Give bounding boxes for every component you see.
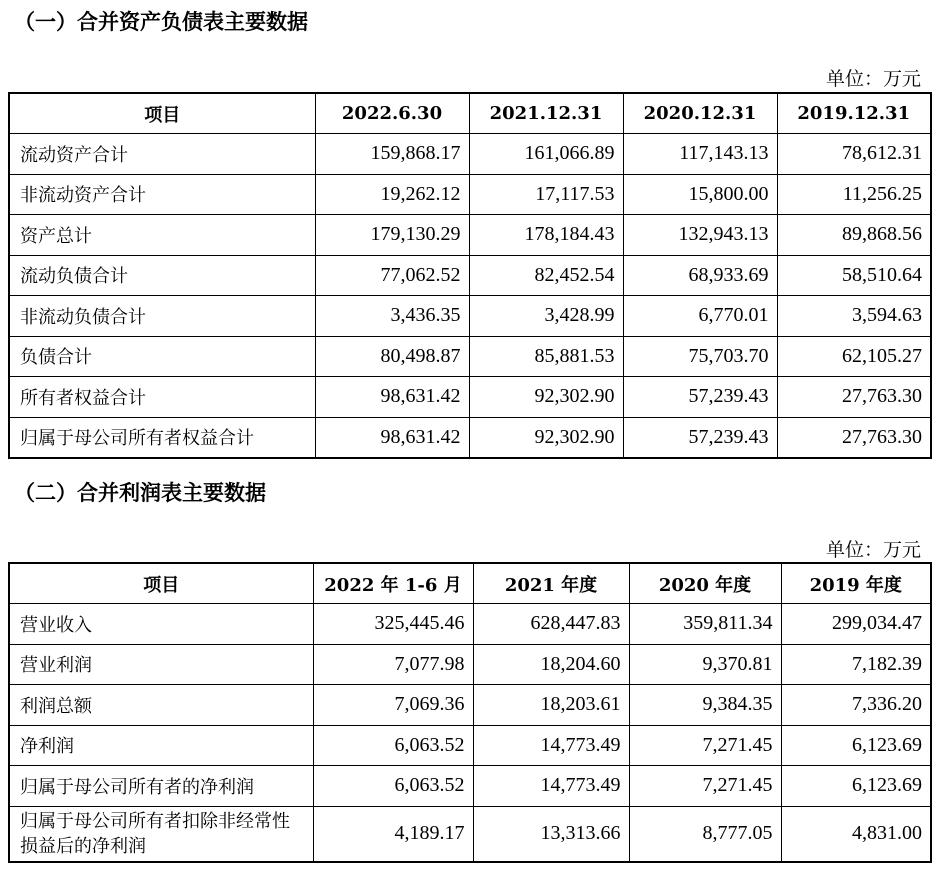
table-row [9, 685, 931, 726]
table-row [9, 215, 931, 256]
row-label: 资产总计 [9, 215, 315, 256]
cell-value: 4,189.17 [313, 806, 473, 862]
cell-value: 85,881.53 [469, 336, 623, 377]
cell-value: 27,763.30 [777, 417, 931, 458]
header-cell: 2019 年度 [781, 563, 931, 604]
cell-value: 7,336.20 [781, 685, 931, 726]
cell-value: 98,631.42 [315, 377, 469, 418]
cell-value: 80,498.87 [315, 336, 469, 377]
cell-value: 3,594.63 [777, 296, 931, 337]
cell-value: 159,868.17 [315, 134, 469, 175]
cell-value: 92,302.90 [469, 417, 623, 458]
cell-value: 75,703.70 [623, 336, 777, 377]
cell-value: 8,777.05 [629, 806, 781, 862]
cell-value: 9,384.35 [629, 685, 781, 726]
income-statement-table [8, 562, 932, 863]
table-row [9, 766, 931, 807]
row-label: 非流动资产合计 [9, 174, 315, 215]
table-row [9, 174, 931, 215]
row-label: 归属于母公司所有者的净利润 [9, 766, 313, 807]
cell-value: 161,066.89 [469, 134, 623, 175]
cell-value: 7,182.39 [781, 644, 931, 685]
row-label: 净利润 [9, 725, 313, 766]
table-row [9, 134, 931, 175]
row-label: 营业利润 [9, 644, 313, 685]
cell-value: 3,436.35 [315, 296, 469, 337]
cell-value: 132,943.13 [623, 215, 777, 256]
row-label: 非流动负债合计 [9, 296, 315, 337]
cell-value: 9,370.81 [629, 644, 781, 685]
cell-value: 14,773.49 [473, 725, 629, 766]
balance-sheet-table [8, 92, 932, 459]
cell-value: 92,302.90 [469, 377, 623, 418]
cell-value: 77,062.52 [315, 255, 469, 296]
cell-value: 7,271.45 [629, 725, 781, 766]
cell-value: 58,510.64 [777, 255, 931, 296]
cell-value: 62,105.27 [777, 336, 931, 377]
header-cell: 2019.12.31 [777, 93, 931, 134]
header-cell: 2021.12.31 [469, 93, 623, 134]
row-label: 归属于母公司所有者扣除非经常性损益后的净利润 [9, 806, 313, 862]
cell-value: 7,069.36 [313, 685, 473, 726]
cell-value: 18,203.61 [473, 685, 629, 726]
cell-value: 27,763.30 [777, 377, 931, 418]
cell-value: 359,811.34 [629, 604, 781, 645]
cell-value: 117,143.13 [623, 134, 777, 175]
cell-value: 3,428.99 [469, 296, 623, 337]
table-row [9, 296, 931, 337]
cell-value: 19,262.12 [315, 174, 469, 215]
cell-value: 6,063.52 [313, 766, 473, 807]
table-row [9, 336, 931, 377]
row-label: 归属于母公司所有者权益合计 [9, 417, 315, 458]
cell-value: 178,184.43 [469, 215, 623, 256]
table-row [9, 725, 931, 766]
row-label: 流动负债合计 [9, 255, 315, 296]
balance-sheet-title: （一）合并资产负债表主要数据 [14, 10, 308, 34]
header-cell: 项目 [9, 93, 315, 134]
row-label: 利润总额 [9, 685, 313, 726]
table-header-row [9, 563, 931, 604]
header-cell: 2020.12.31 [623, 93, 777, 134]
header-cell: 2020 年度 [629, 563, 781, 604]
cell-value: 17,117.53 [469, 174, 623, 215]
cell-value: 89,868.56 [777, 215, 931, 256]
row-label: 流动资产合计 [9, 134, 315, 175]
cell-value: 4,831.00 [781, 806, 931, 862]
table-header-row [9, 93, 931, 134]
cell-value: 78,612.31 [777, 134, 931, 175]
cell-value: 18,204.60 [473, 644, 629, 685]
cell-value: 6,123.69 [781, 725, 931, 766]
cell-value: 82,452.54 [469, 255, 623, 296]
cell-value: 179,130.29 [315, 215, 469, 256]
table-row [9, 644, 931, 685]
row-label: 负债合计 [9, 336, 315, 377]
cell-value: 68,933.69 [623, 255, 777, 296]
balance-sheet-unit: 单位：万元 [825, 68, 921, 90]
header-cell: 2021 年度 [473, 563, 629, 604]
cell-value: 325,445.46 [313, 604, 473, 645]
cell-value: 57,239.43 [623, 417, 777, 458]
header-cell: 项目 [9, 563, 313, 604]
cell-value: 11,256.25 [777, 174, 931, 215]
cell-value: 299,034.47 [781, 604, 931, 645]
cell-value: 7,077.98 [313, 644, 473, 685]
income-statement-unit: 单位：万元 [825, 539, 921, 561]
cell-value: 15,800.00 [623, 174, 777, 215]
row-label: 所有者权益合计 [9, 377, 315, 418]
table-row [9, 417, 931, 458]
cell-value: 6,123.69 [781, 766, 931, 807]
table-row [9, 255, 931, 296]
header-cell: 2022 年 1-6 月 [313, 563, 473, 604]
header-cell: 2022.6.30 [315, 93, 469, 134]
table-row [9, 377, 931, 418]
cell-value: 13,313.66 [473, 806, 629, 862]
table-row [9, 806, 931, 862]
row-label: 营业收入 [9, 604, 313, 645]
cell-value: 98,631.42 [315, 417, 469, 458]
cell-value: 628,447.83 [473, 604, 629, 645]
income-statement-title: （二）合并利润表主要数据 [14, 481, 266, 505]
cell-value: 6,770.01 [623, 296, 777, 337]
cell-value: 7,271.45 [629, 766, 781, 807]
cell-value: 57,239.43 [623, 377, 777, 418]
table-row [9, 604, 931, 645]
cell-value: 14,773.49 [473, 766, 629, 807]
cell-value: 6,063.52 [313, 725, 473, 766]
